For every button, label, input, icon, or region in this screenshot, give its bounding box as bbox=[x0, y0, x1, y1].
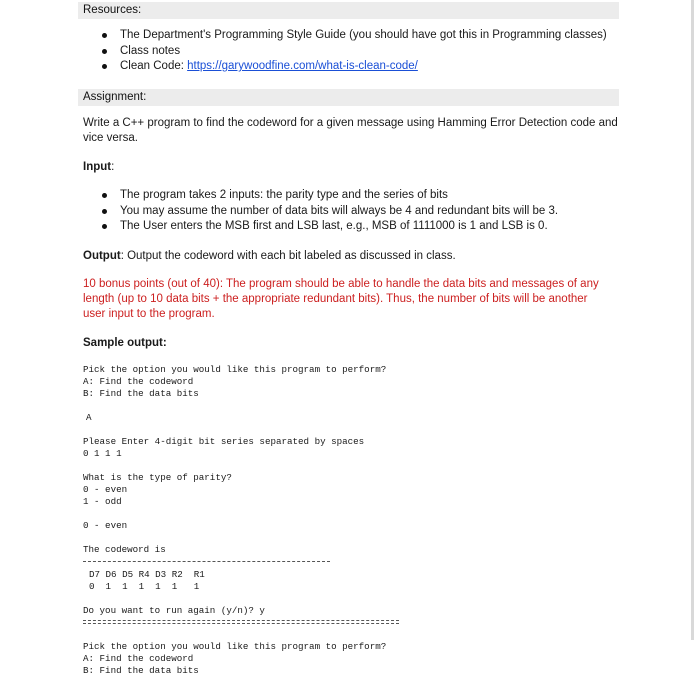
bonus-line2: length (up to 10 data bits + the appropriate redundant bits). Thus, the number of bits will be another bbox=[83, 293, 588, 305]
console-odd-option: 1 - odd bbox=[83, 496, 122, 507]
console-prompt: Pick the option you would like this program to perform? bbox=[83, 641, 387, 652]
console-option-b: B: Find the data bits bbox=[83, 388, 199, 399]
console-option-b: B: Find the data bits bbox=[83, 665, 199, 676]
bonus-line1: 10 bonus points (out of 40): The program should be able to handle the data bits and messages of any bbox=[83, 278, 599, 290]
console-run-again: Do you want to run again (y/n)? y bbox=[83, 605, 265, 616]
console-bits: 0 1 1 1 bbox=[83, 448, 122, 459]
console-answer: A bbox=[86, 412, 92, 423]
console-separator-line bbox=[83, 623, 399, 624]
sample-output-heading: Sample output: bbox=[83, 337, 167, 349]
clean-code-link[interactable]: https://garywoodfine.com/what-is-clean-code/ bbox=[187, 60, 418, 72]
resources-list bbox=[78, 28, 607, 75]
input-heading: Input: bbox=[83, 161, 115, 173]
console-option-a: A: Find the codeword bbox=[83, 653, 194, 664]
assignment-heading: Assignment: bbox=[78, 89, 619, 106]
bullet-icon bbox=[102, 224, 107, 229]
assignment-text-line2: vice versa. bbox=[83, 132, 138, 144]
bonus-line3: user input to the program. bbox=[83, 308, 215, 320]
input-list-item: The program takes 2 inputs: the parity type and the series of bits bbox=[78, 188, 558, 204]
console-prompt: Pick the option you would like this program to perform? bbox=[83, 364, 387, 375]
bullet-icon bbox=[102, 49, 107, 54]
console-parity-question: What is the type of parity? bbox=[83, 472, 232, 483]
resources-list-item: The Department's Programming Style Guide (you should have got this in Programming classes) bbox=[78, 28, 607, 44]
console-codeword-label: The codeword is bbox=[83, 544, 166, 555]
console-separator-line bbox=[83, 620, 399, 621]
bullet-icon bbox=[102, 193, 107, 198]
input-list-item: You may assume the number of data bits will always be 4 and redundant bits will be 3. bbox=[78, 204, 558, 220]
page-edge-divider bbox=[691, 0, 694, 640]
assignment-text-line1: Write a C++ program to find the codeword for a given message using Hamming Error Detection code and bbox=[83, 117, 618, 129]
console-bit-value-row: 0 1 1 1 1 1 1 bbox=[89, 581, 200, 592]
output-text: Output: Output the codeword with each bit labeled as discussed in class. bbox=[83, 250, 456, 262]
console-chosen-parity: 0 - even bbox=[83, 520, 128, 531]
bullet-icon bbox=[102, 64, 107, 69]
console-enter-prompt: Please Enter 4-digit bit series separated by spaces bbox=[83, 436, 365, 447]
input-list bbox=[78, 188, 558, 235]
resources-list-item: Class notes bbox=[78, 44, 607, 60]
console-even-option: 0 - even bbox=[83, 484, 128, 495]
bullet-icon bbox=[102, 33, 107, 38]
console-dashed-divider bbox=[83, 561, 330, 562]
input-list-item: The User enters the MSB first and LSB last, e.g., MSB of 1111000 is 1 and LSB is 0. bbox=[78, 219, 558, 235]
bullet-icon bbox=[102, 209, 107, 214]
resources-list-item: Clean Code: https://garywoodfine.com/what-is-clean-code/ bbox=[78, 59, 607, 75]
resources-heading: Resources: bbox=[78, 2, 619, 19]
console-bit-header-row: D7 D6 D5 R4 D3 R2 R1 bbox=[89, 569, 205, 580]
console-option-a: A: Find the codeword bbox=[83, 376, 194, 387]
